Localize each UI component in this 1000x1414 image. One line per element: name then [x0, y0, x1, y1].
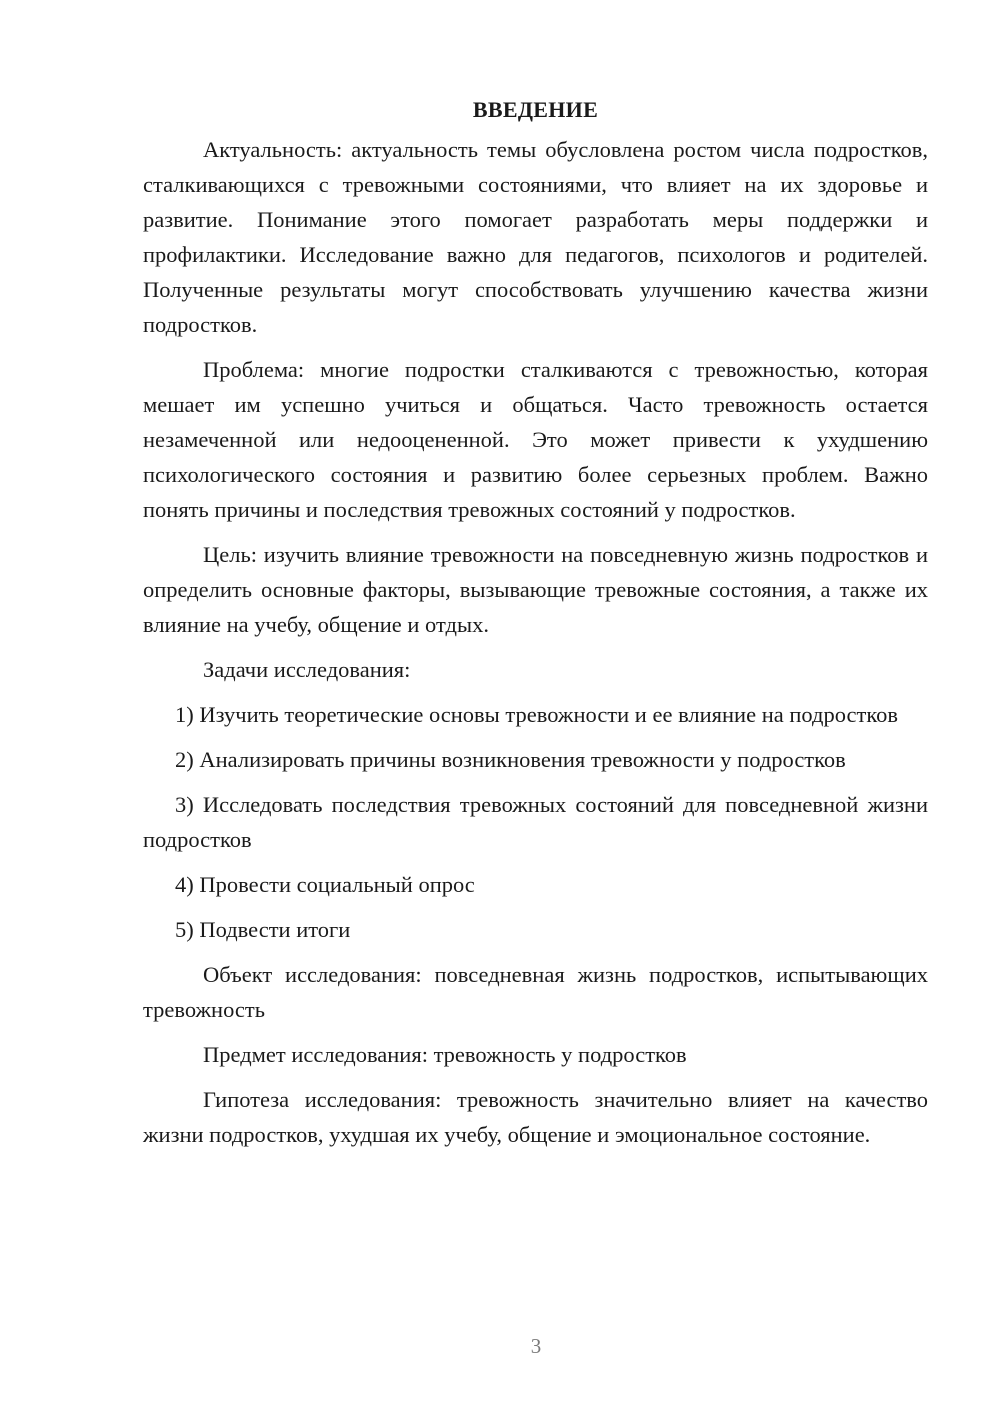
relevance-paragraph: Актуальность: актуальность темы обусловлена ростом числа подростков, сталкивающихся с тревожными состояниями, что влияет на их здоровье и развитие. Понимание этого помогает разработать меры поддержки и профилактики. Исследование важно для педагогов, психологов и родителей. Полученные результаты могут способствовать улучшению качества жизни подростков.: [143, 137, 928, 337]
subject-paragraph: Предмет исследования: тревожность у подростков: [203, 1042, 687, 1067]
tasks-heading: Задачи исследования:: [203, 657, 411, 682]
task-item: 4) Провести социальный опрос: [175, 872, 475, 897]
problem-paragraph: Проблема: многие подростки сталкиваются с тревожностью, которая мешает им успешно учиться и общаться. Часто тревожность остается незамеченной или недооцененной. Это может привести к ухудшению психологического состояния и развитию более серьезных проблем. Важно понять причины и последствия тревожных состояний у подростков.: [143, 357, 928, 522]
page-number: 3: [530, 1334, 542, 1358]
task-item: 2) Анализировать причины возникновения тревожности у подростков: [175, 747, 846, 772]
task-item: 1) Изучить теоретические основы тревожности и ее влияние на подростков: [175, 702, 898, 727]
task-item: 5) Подвести итоги: [175, 917, 351, 942]
hypothesis-paragraph: Гипотеза исследования: тревожность значительно влияет на качество жизни подростков, ухудшая их учебу, общение и эмоциональное состояние.: [143, 1087, 928, 1147]
task-item: 3) Исследовать последствия тревожных состояний для повседневной жизни подростков: [143, 792, 928, 852]
document-page: [143, 92, 928, 1162]
goal-paragraph: Цель: изучить влияние тревожности на повседневную жизнь подростков и определить основные факторы, вызывающие тревожные состояния, а также их влияние на учебу, общение и отдых.: [143, 542, 928, 637]
object-paragraph: Объект исследования: повседневная жизнь подростков, испытывающих тревожность: [143, 962, 928, 1022]
page-title: ВВЕДЕНИЕ: [472, 97, 599, 122]
tasks-list: [143, 697, 928, 947]
